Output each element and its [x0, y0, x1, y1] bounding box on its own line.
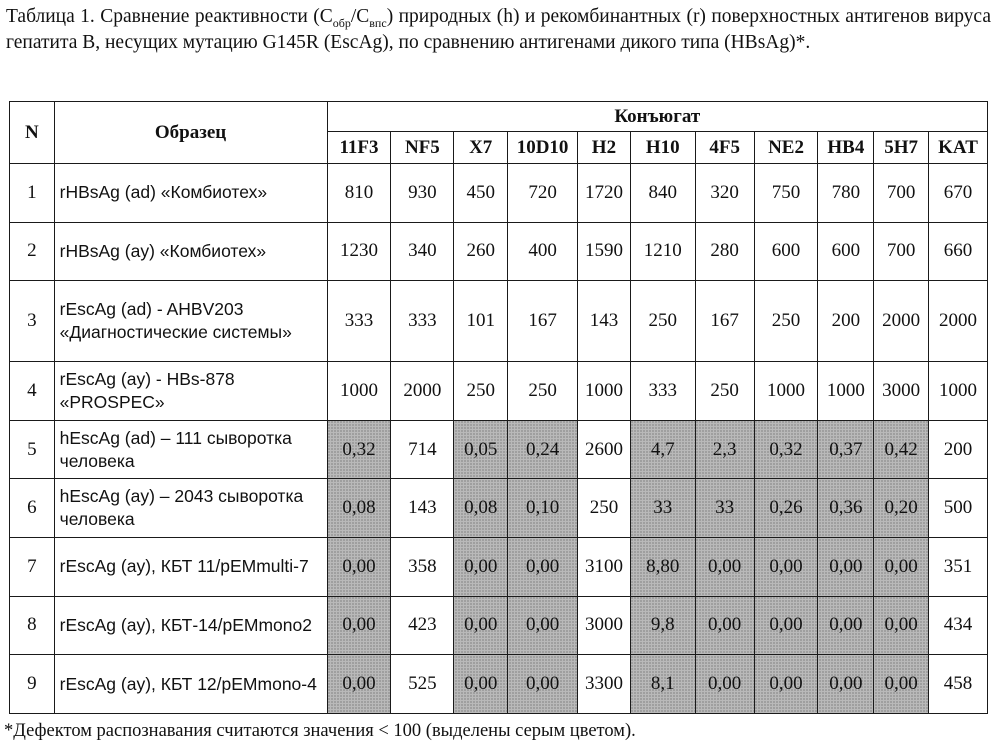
value-cell: 720	[508, 164, 578, 223]
column-header: 10D10	[508, 132, 578, 164]
row-number: 3	[10, 281, 55, 362]
column-header: H2	[578, 132, 631, 164]
value-cell: 333	[327, 281, 391, 362]
row-number: 7	[10, 538, 55, 597]
value-cell: 0,36	[818, 479, 874, 538]
value-cell: 260	[454, 222, 508, 281]
table-row	[10, 655, 988, 714]
value-cell: 750	[754, 164, 818, 223]
value-cell: 9,8	[630, 596, 695, 655]
value-cell: 400	[508, 222, 578, 281]
value-cell: 250	[508, 362, 578, 421]
row-number: 6	[10, 479, 55, 538]
value-cell: 0,00	[874, 596, 929, 655]
value-cell: 33	[630, 479, 695, 538]
value-cell: 434	[929, 596, 988, 655]
column-header: HB4	[818, 132, 874, 164]
value-cell: 0,00	[818, 538, 874, 597]
value-cell: 0,00	[695, 655, 754, 714]
value-cell: 8,80	[630, 538, 695, 597]
value-cell: 340	[391, 222, 454, 281]
value-cell: 1210	[630, 222, 695, 281]
value-cell: 2000	[874, 281, 929, 362]
sample-name: rEscAg (ay) - HBs-878 «PROSPEC»	[54, 362, 327, 421]
value-cell: 250	[630, 281, 695, 362]
table-row	[10, 362, 988, 421]
value-cell: 3300	[578, 655, 631, 714]
value-cell: 670	[929, 164, 988, 223]
table-row	[10, 538, 988, 597]
value-cell: 0,00	[454, 538, 508, 597]
value-cell: 250	[695, 362, 754, 421]
value-cell: 0,00	[818, 596, 874, 655]
value-cell: 0,00	[327, 538, 391, 597]
value-cell: 1000	[929, 362, 988, 421]
footnote: *Дефектом распознавания считаются значения < 100 (выделены серым цветом).	[4, 721, 636, 741]
value-cell: 0,10	[508, 479, 578, 538]
value-cell: 33	[695, 479, 754, 538]
value-cell: 250	[578, 479, 631, 538]
value-cell: 0,00	[327, 655, 391, 714]
value-cell: 2,3	[695, 420, 754, 479]
value-cell: 0,00	[327, 596, 391, 655]
caption-subscript-1: обр	[332, 15, 351, 30]
column-header: 4F5	[695, 132, 754, 164]
value-cell: 600	[818, 222, 874, 281]
table-row	[10, 281, 988, 362]
value-cell: 200	[929, 420, 988, 479]
value-cell: 1000	[327, 362, 391, 421]
sample-name: hEscAg (ay) – 2043 сыворотка человека	[54, 479, 327, 538]
column-header: NF5	[391, 132, 454, 164]
value-cell: 2000	[391, 362, 454, 421]
value-cell: 423	[391, 596, 454, 655]
value-cell: 1230	[327, 222, 391, 281]
value-cell: 0,00	[754, 596, 818, 655]
caption-text-end: ) природных (h) и рекомбинантных (r) поверхностных антигенов вируса гепатита В, несущих мутацию G145R (EscAg), по сравнению антигенами дикого типа (HBsAg)*.	[6, 6, 991, 53]
value-cell: 143	[578, 281, 631, 362]
value-cell: 810	[327, 164, 391, 223]
value-cell: 8,1	[630, 655, 695, 714]
value-cell: 3000	[578, 596, 631, 655]
value-cell: 333	[630, 362, 695, 421]
row-number: 5	[10, 420, 55, 479]
value-cell: 250	[454, 362, 508, 421]
value-cell: 0,00	[508, 596, 578, 655]
value-cell: 0,00	[874, 655, 929, 714]
table-caption	[6, 4, 991, 56]
header-sample: Образец	[54, 102, 327, 164]
value-cell: 700	[874, 164, 929, 223]
caption-subscript-2: впс	[369, 15, 387, 30]
value-cell: 0,00	[454, 655, 508, 714]
value-cell: 1000	[578, 362, 631, 421]
sample-name: rHBsAg (ad) «Комбиотех»	[54, 164, 327, 223]
row-number: 8	[10, 596, 55, 655]
value-cell: 0,00	[818, 655, 874, 714]
value-cell: 280	[695, 222, 754, 281]
header-conjugate: Конъюгат	[327, 102, 987, 132]
value-cell: 333	[391, 281, 454, 362]
value-cell: 3100	[578, 538, 631, 597]
value-cell: 930	[391, 164, 454, 223]
sample-name: rEscAg (ay), КБТ-14/pEMmono2	[54, 596, 327, 655]
row-number: 2	[10, 222, 55, 281]
column-header: X7	[454, 132, 508, 164]
value-cell: 101	[454, 281, 508, 362]
row-number: 9	[10, 655, 55, 714]
value-cell: 0,00	[754, 655, 818, 714]
table-row	[10, 164, 988, 223]
value-cell: 0,32	[327, 420, 391, 479]
value-cell: 351	[929, 538, 988, 597]
value-cell: 250	[754, 281, 818, 362]
value-cell: 0,37	[818, 420, 874, 479]
value-cell: 0,32	[754, 420, 818, 479]
value-cell: 320	[695, 164, 754, 223]
value-cell: 167	[508, 281, 578, 362]
column-header: 5H7	[874, 132, 929, 164]
value-cell: 450	[454, 164, 508, 223]
value-cell: 0,20	[874, 479, 929, 538]
column-header: 11F3	[327, 132, 391, 164]
column-header: NE2	[754, 132, 818, 164]
value-cell: 0,24	[508, 420, 578, 479]
value-cell: 3000	[874, 362, 929, 421]
reactivity-table	[9, 101, 988, 714]
value-cell: 0,00	[754, 538, 818, 597]
value-cell: 2000	[929, 281, 988, 362]
table-row	[10, 479, 988, 538]
value-cell: 500	[929, 479, 988, 538]
sample-name: hEscAg (ad) – 111 сыворотка человека	[54, 420, 327, 479]
value-cell: 143	[391, 479, 454, 538]
value-cell: 1000	[818, 362, 874, 421]
value-cell: 0,00	[454, 596, 508, 655]
value-cell: 0,00	[695, 596, 754, 655]
value-cell: 0,08	[454, 479, 508, 538]
sample-name: rEscAg (ay), КБТ 12/pEMmono-4	[54, 655, 327, 714]
column-header: KAT	[929, 132, 988, 164]
table-row	[10, 596, 988, 655]
column-header: H10	[630, 132, 695, 164]
value-cell: 358	[391, 538, 454, 597]
value-cell: 840	[630, 164, 695, 223]
caption-text-slash: /С	[350, 6, 370, 27]
row-number: 1	[10, 164, 55, 223]
value-cell: 1000	[754, 362, 818, 421]
value-cell: 0,08	[327, 479, 391, 538]
value-cell: 0,00	[508, 538, 578, 597]
value-cell: 458	[929, 655, 988, 714]
sample-name: rEscAg (ad) - AHBV203 «Диагностические системы»	[54, 281, 327, 362]
value-cell: 600	[754, 222, 818, 281]
value-cell: 0,26	[754, 479, 818, 538]
sample-name: rEscAg (ay), КБТ 11/pEMmulti-7	[54, 538, 327, 597]
value-cell: 200	[818, 281, 874, 362]
value-cell: 4,7	[630, 420, 695, 479]
value-cell: 525	[391, 655, 454, 714]
value-cell: 0,05	[454, 420, 508, 479]
value-cell: 714	[391, 420, 454, 479]
header-n: N	[10, 102, 55, 164]
table-row	[10, 420, 988, 479]
value-cell: 780	[818, 164, 874, 223]
value-cell: 167	[695, 281, 754, 362]
table-row	[10, 222, 988, 281]
value-cell: 0,00	[695, 538, 754, 597]
value-cell: 700	[874, 222, 929, 281]
value-cell: 0,42	[874, 420, 929, 479]
value-cell: 0,00	[874, 538, 929, 597]
value-cell: 1720	[578, 164, 631, 223]
value-cell: 2600	[578, 420, 631, 479]
sample-name: rHBsAg (ay) «Комбиотех»	[54, 222, 327, 281]
value-cell: 660	[929, 222, 988, 281]
value-cell: 1590	[578, 222, 631, 281]
value-cell: 0,00	[508, 655, 578, 714]
caption-text-start: Таблица 1. Сравнение реактивности (С	[6, 6, 333, 27]
row-number: 4	[10, 362, 55, 421]
table-body	[10, 164, 988, 714]
